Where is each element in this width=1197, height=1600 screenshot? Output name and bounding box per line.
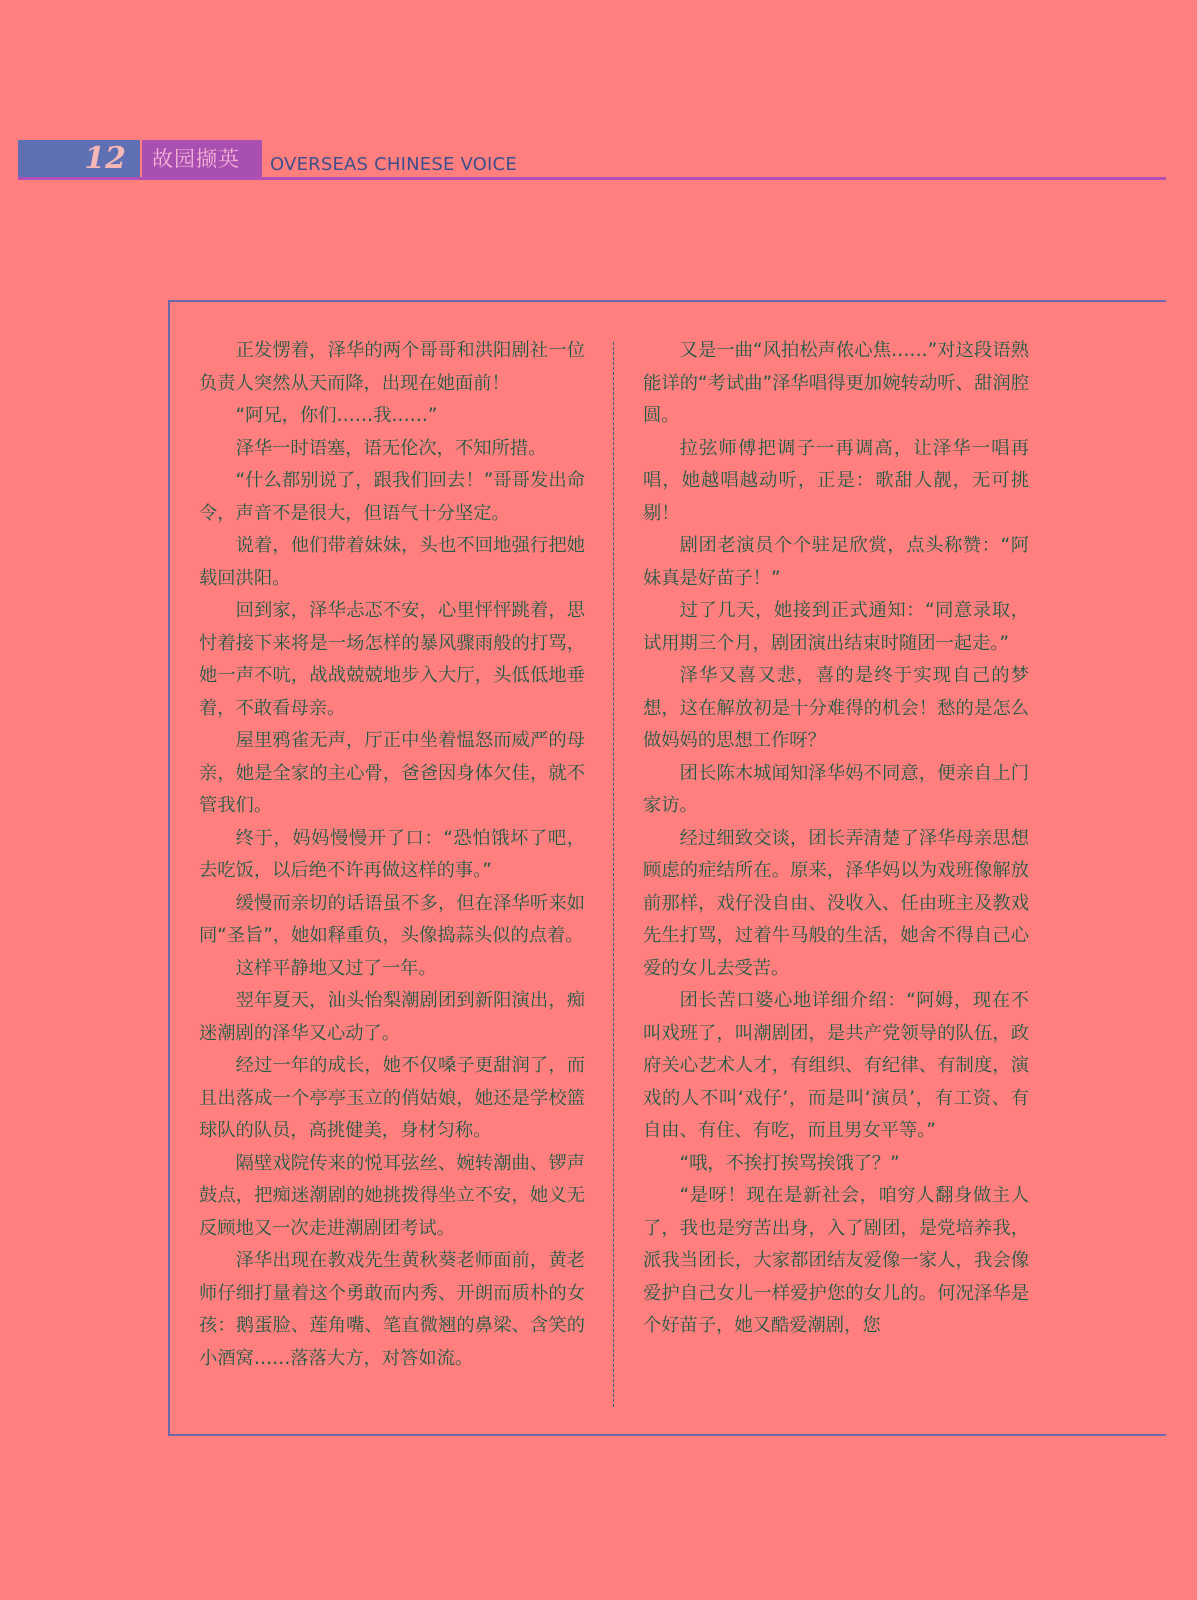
paragraph: 团长苦口婆心地详细介绍：“阿姆，现在不叫戏班了，叫潮剧团，是共产党领导的队伍，政府关心艺术人才，有组织、有纪律、有制度，演戏的人不叫‘戏仔’，而是叫‘演员’，有工资、有自由、有住、有吃，而且男女平等。” (643, 990, 1029, 1141)
paragraph: “什么都别说了，跟我们回去！”哥哥发出命令，声音不是很大，但语气十分坚定。 (199, 470, 585, 524)
paragraph: 团长陈木城闻知泽华妈不同意，便亲自上门家访。 (643, 762, 1029, 816)
article-left-column (199, 335, 585, 1375)
paragraph: 这样平静地又过了一年。 (235, 957, 437, 979)
page-header (18, 140, 1166, 180)
paragraph: 回到家，泽华忐忑不安，心里怦怦跳着，思忖着接下来将是一场怎样的暴风骤雨般的打骂，她一声不吭，战战兢兢地步入大厅，头低低地垂着，不敢看母亲。 (199, 600, 585, 719)
paragraph: 又是一曲“风拍松声侬心焦……”对这段语熟能详的“考试曲”泽华唱得更加婉转动听、甜润腔圆。 (643, 340, 1029, 426)
paragraph: 翌年夏天，汕头怡梨潮剧团到新阳演出，痴迷潮剧的泽华又心动了。 (199, 990, 585, 1044)
paragraph: 泽华又喜又悲，喜的是终于实现自己的梦想，这在解放初是十分难得的机会！愁的是怎么做妈妈的思想工作呀？ (643, 665, 1029, 751)
paragraph: 经过一年的成长，她不仅嗓子更甜润了，而且出落成一个亭亭玉立的俏姑娘，她还是学校篮球队的队员，高挑健美，身材匀称。 (199, 1055, 585, 1141)
page-number: 12 (84, 141, 126, 176)
header-rule (18, 177, 1166, 180)
paragraph: 过了几天，她接到正式通知：“同意录取，试用期三个月，剧团演出结束时随团一起走。” (643, 600, 1029, 654)
paragraph: 终于，妈妈慢慢开了口：“恐怕饿坏了吧，去吃饭，以后绝不许再做这样的事。” (199, 827, 585, 881)
paragraph: “哦，不挨打挨骂挨饿了？” (679, 1152, 900, 1174)
paragraph: 泽华一时语塞，语无伦次，不知所措。 (235, 437, 547, 459)
section-label-box (142, 140, 262, 178)
paragraph: 缓慢而亲切的话语虽不多，但在泽华听来如同“圣旨”，她如释重负，头像捣蒜头似的点着。 (199, 892, 585, 946)
paragraph: “阿兄，你们……我……” (235, 405, 438, 426)
paragraph: 屋里鸦雀无声，厅正中坐着愠怒而威严的母亲，她是全家的主心骨，爸爸因身体欠佳，就不管我们。 (199, 730, 585, 816)
paragraph: 隔壁戏院传来的悦耳弦丝、婉转潮曲、锣声鼓点，把痴迷潮剧的她挑拨得坐立不安，她义无反顾地又一次走进潮剧团考试。 (199, 1152, 585, 1239)
paragraph: 经过细致交谈，团长弄清楚了泽华母亲思想顾虑的症结所在。原来，泽华妈以为戏班像解放前那样，戏仔没自由、没收入、任由班主及教戏先生打骂，过着牛马般的生活，她舍不得自己心爱的女儿去受苦。 (643, 827, 1029, 979)
column-divider (613, 342, 614, 1407)
paragraph: “是呀！现在是新社会，咱穷人翻身做主人了，我也是穷苦出身，入了剧团，是党培养我，派我当团长，大家都团结友爱像一家人，我会像爱护自己女儿一样爱护您的女儿的。何况泽华是个好苗子，她又酷爱潮剧，您 (643, 1185, 1029, 1336)
paragraph: 拉弦师傅把调子一再调高，让泽华一唱再唱，她越唱越动听，正是：歌甜人靓，无可挑剔！ (643, 437, 1029, 524)
paragraph: 说着，他们带着妹妹，头也不回地强行把她载回洪阳。 (199, 535, 585, 589)
paragraph: 剧团老演员个个驻足欣赏，点头称赞：“阿妹真是好苗子！” (643, 535, 1029, 589)
paragraph: 泽华出现在教戏先生黄秋葵老师面前，黄老师仔细打量着这个勇敢而内秀、开朗而质朴的女孩：鹅蛋脸、莲角嘴、笔直微翘的鼻梁、含笑的小酒窝……落落大方，对答如流。 (199, 1250, 585, 1369)
paragraph: 正发愣着，泽华的两个哥哥和洪阳剧社一位负责人突然从天而降，出现在她面前！ (199, 340, 585, 394)
article-right-column (643, 335, 1029, 1343)
magazine-name: OVERSEAS CHINESE VOICE (270, 154, 517, 175)
page-number-box (18, 140, 140, 178)
section-label: 故园撷英 (152, 147, 240, 171)
